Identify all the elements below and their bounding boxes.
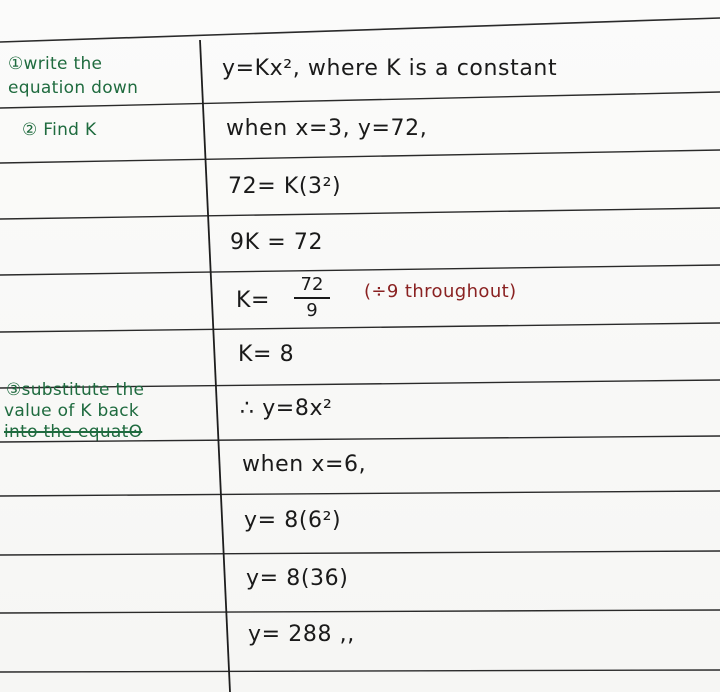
work-substitute-x-row: y= 8(6²) (244, 508, 342, 533)
step3-label-line1: ③substitute the (6, 380, 145, 400)
work-new-x-row: when x=6, (242, 452, 367, 477)
row-rule (0, 491, 720, 496)
row-rule (0, 265, 720, 275)
work-k-value-row: K= 8 (238, 342, 295, 367)
fraction-denominator: 9 (306, 300, 318, 321)
work-equation-row: y=Kx², where K is a constant (222, 56, 558, 81)
work-k-fraction (292, 276, 332, 320)
row-rule (0, 18, 720, 42)
work-division-note: (÷9 throughout) (364, 281, 517, 302)
work-evaluate-square-row: y= 8(36) (246, 566, 349, 591)
work-given-values-row: when x=3, y=72, (226, 116, 428, 141)
step3-label-line3: into the equatʘ (4, 422, 143, 442)
step2-label: ② Find K (22, 120, 97, 140)
step1-label-line1: ①write the (8, 54, 103, 74)
work-final-equation-row: ∴ y=8x² (240, 396, 333, 421)
step1-label-line2: equation down (8, 78, 139, 98)
row-rule (0, 610, 720, 613)
fraction-numerator: 72 (300, 274, 324, 295)
work-answer-row: y= 288 ,, (248, 622, 355, 647)
work-k-fraction-lhs: K= (236, 288, 271, 313)
work-simplified-row: 9K = 72 (230, 230, 324, 255)
row-rule (0, 551, 720, 555)
row-rule (0, 670, 720, 672)
fraction-bar (294, 297, 330, 299)
work-substitution-row: 72= K(3²) (228, 174, 342, 199)
row-rule (0, 323, 720, 332)
row-rule (0, 208, 720, 219)
step3-label-line2: value of K back (4, 401, 140, 421)
row-rule (0, 150, 720, 163)
